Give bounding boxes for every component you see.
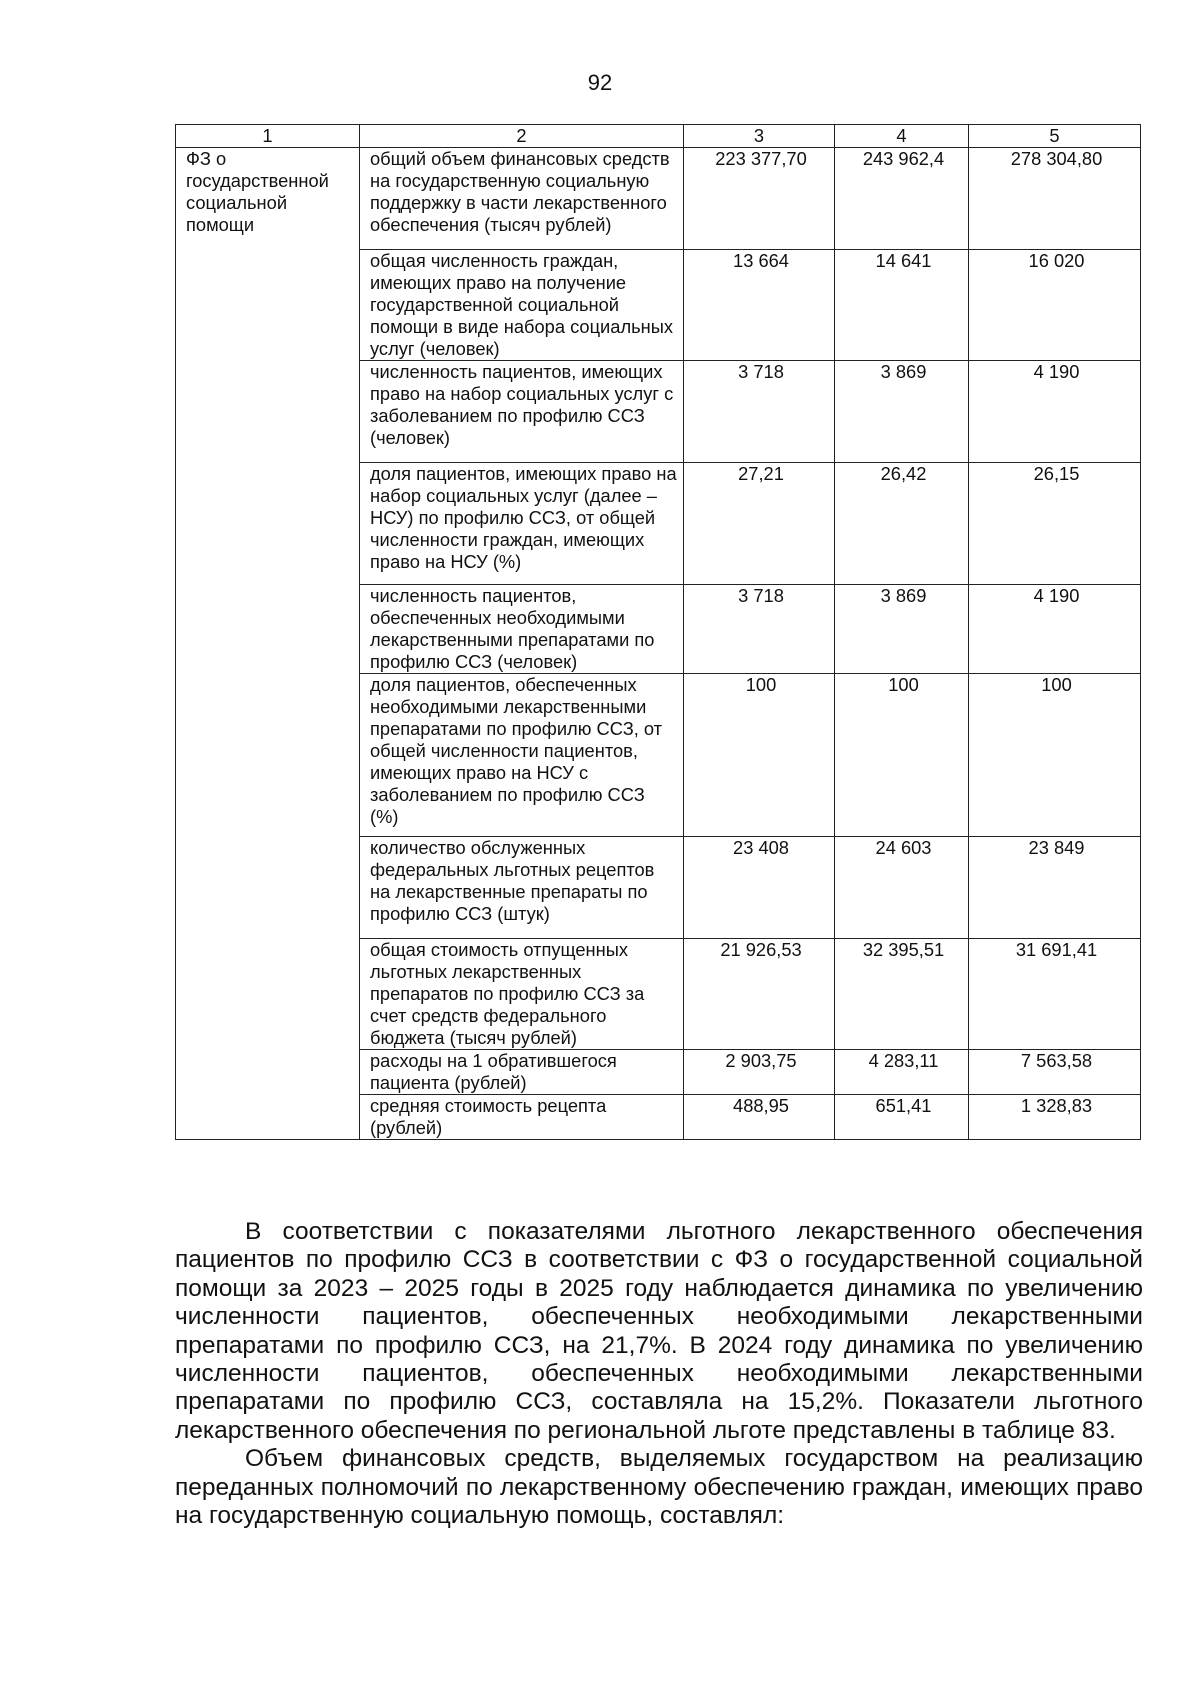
value-cell-v5: 16 020 [969,250,1141,361]
group-label-cell: ФЗ о государственной социальной помощи [176,148,360,1140]
data-table [175,124,1141,1140]
value-cell-v4: 100 [835,674,969,837]
value-cell-v3: 488,95 [684,1095,835,1140]
value-cell-v4: 26,42 [835,463,969,585]
value-cell-v5: 100 [969,674,1141,837]
indicator-cell: доля пациентов, обеспеченных необходимыми лекарственными препаратами по профилю ССЗ, от общей численности пациентов, имеющих право на НСУ с заболеванием по профилю ССЗ (%) [360,674,684,837]
value-cell-v5: 26,15 [969,463,1141,585]
indicator-cell: численность пациентов, обеспеченных необходимыми лекарственными препаратами по профилю ССЗ (человек) [360,585,684,674]
header-row [176,125,1141,148]
paragraph: Объем финансовых средств, выделяемых государством на реализацию переданных полномочий по лекарственному обеспечению граждан, имеющих право на государственную социальную помощь, составлял: [175,1445,1143,1530]
value-cell-v3: 21 926,53 [684,939,835,1050]
value-cell-v3: 27,21 [684,463,835,585]
value-cell-v3: 3 718 [684,361,835,463]
body-text [175,1218,1143,1530]
value-cell-v5: 23 849 [969,837,1141,939]
value-cell-v3: 2 903,75 [684,1050,835,1095]
indicator-cell: общая стоимость отпущенных льготных лекарственных препаратов по профилю ССЗ за счет средств федерального бюджета (тысяч рублей) [360,939,684,1050]
indicator-cell: общий объем финансовых средств на государственную социальную поддержку в части лекарственного обеспечения (тысяч рублей) [360,148,684,250]
column-header: 4 [835,125,969,148]
paragraph: В соответствии с показателями льготного лекарственного обеспечения пациентов по профилю ССЗ в соответствии с ФЗ о государственной социальной помощи за 2023 – 2025 годы в 2025 году наблюдается динамика по увеличению численности пациентов, обеспеченных необходимыми лекарственными препаратами по профилю ССЗ, на 21,7%. В 2024 году динамика по увеличению численности пациентов, обеспеченных необходимыми лекарственными препаратами по профилю ССЗ, составляла на 15,2%. Показатели льготного лекарственного обеспечения по региональной льготе представлены в таблице 83. [175,1218,1143,1444]
value-cell-v3: 13 664 [684,250,835,361]
value-cell-v4: 3 869 [835,361,969,463]
value-cell-v4: 651,41 [835,1095,969,1140]
value-cell-v5: 4 190 [969,585,1141,674]
value-cell-v3: 3 718 [684,585,835,674]
column-header: 1 [176,125,360,148]
value-cell-v3: 23 408 [684,837,835,939]
indicator-cell: количество обслуженных федеральных льготных рецептов на лекарственные препараты по профилю ССЗ (штук) [360,837,684,939]
value-cell-v5: 7 563,58 [969,1050,1141,1095]
value-cell-v4: 14 641 [835,250,969,361]
value-cell-v5: 278 304,80 [969,148,1141,250]
indicator-cell: численность пациентов, имеющих право на набор социальных услуг с заболеванием по профилю ССЗ (человек) [360,361,684,463]
column-header: 3 [684,125,835,148]
value-cell-v4: 24 603 [835,837,969,939]
indicator-cell: общая численность граждан, имеющих право на получение государственной социальной помощи в виде набора социальных услуг (человек) [360,250,684,361]
page-number: 92 [587,70,613,95]
value-cell-v4: 3 869 [835,585,969,674]
value-cell-v3: 223 377,70 [684,148,835,250]
column-header: 2 [360,125,684,148]
value-cell-v4: 243 962,4 [835,148,969,250]
table-body [176,148,1141,1140]
value-cell-v5: 31 691,41 [969,939,1141,1050]
value-cell-v5: 4 190 [969,361,1141,463]
column-header: 5 [969,125,1141,148]
indicator-cell: доля пациентов, имеющих право на набор социальных услуг (далее – НСУ) по профилю ССЗ, от общей численности граждан, имеющих право на НСУ (%) [360,463,684,585]
indicator-cell: средняя стоимость рецепта (рублей) [360,1095,684,1140]
value-cell-v4: 32 395,51 [835,939,969,1050]
table-row [176,148,1141,250]
value-cell-v4: 4 283,11 [835,1050,969,1095]
indicator-cell: расходы на 1 обратившегося пациента (рублей) [360,1050,684,1095]
value-cell-v3: 100 [684,674,835,837]
value-cell-v5: 1 328,83 [969,1095,1141,1140]
